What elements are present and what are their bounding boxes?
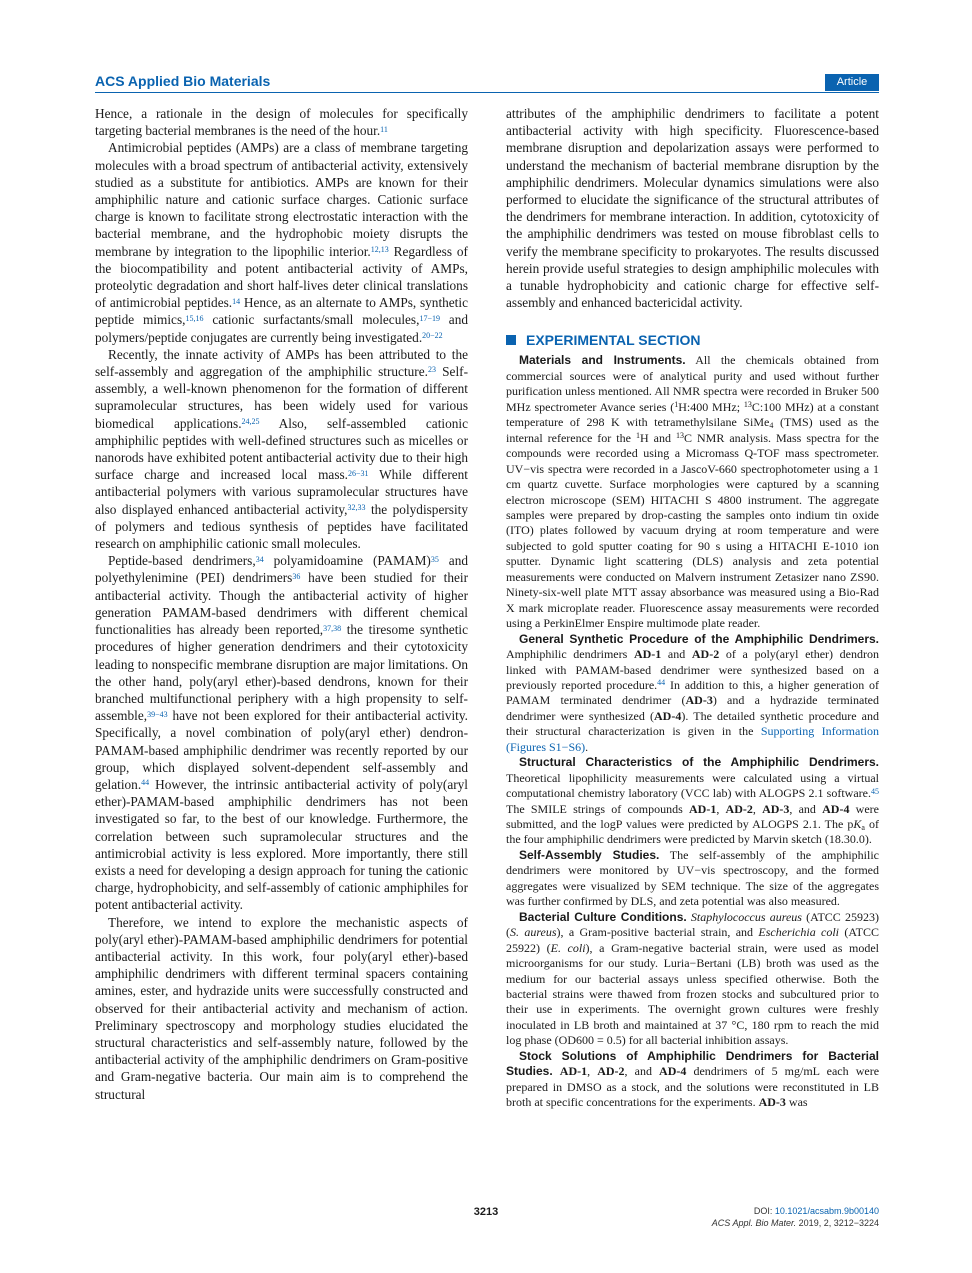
paragraph: Structural Characteristics of the Amphiphilic Dendrimers. Theoretical lipophilicity measurements were calculated using a virtual computational chemistry laboratory (VCC lab) with ALOGPS 2.1 software.$^{45}$ The SMILE strings of compounds AD-1, AD-2, AD-3, and AD-4 were submitted, and the logP values were predicted by ALOGPS 2.1. The $pK_a$ of the four amphiphilic dendrimers were predicted by Marvin sketch (18.30.0).: [506, 755, 880, 847]
paragraph: Stock Solutions of Amphiphilic Dendrimers for Bacterial Studies. AD-1, AD-2, and AD-4 dendrimers of 5 mg/mL each were prepared in DMSO as a stock, and the solutions were reconstituted in LB broth at specific concentrations for the experiments. AD-3 was: [506, 1048, 880, 1110]
citation-link[interactable]: 32,33: [347, 503, 366, 513]
citation-link[interactable]: 12,13: [370, 245, 389, 255]
citation-link[interactable]: 35: [430, 554, 439, 564]
citation-link[interactable]: 15,16: [185, 313, 204, 323]
section-heading: EXPERIMENTAL SECTION: [506, 331, 879, 349]
paragraph: Hence, a rationale in the design of molecules for specifically targeting bacterial membranes is the need of the hour.$^{11}$: [95, 106, 468, 139]
citation-link[interactable]: 45: [871, 786, 879, 796]
citation-link[interactable]: 36: [292, 571, 301, 581]
paragraph: Materials and Instruments. All the chemicals obtained from commercial sources were of analytical purity and used without further purification unless mentioned. All NMR spectra were recorded in Bruker 500 MHz spectrometer Avance series ($^1$H:400 MHz; $^{13}$C:100 MHz) at a constant temperature of 298 K with tetramethylsilane SiMe$_4$ (TMS) used as the internal reference for the $^1$H and $^{13}$C NMR analysis. Mass spectra for the compounds were recorded using a Micromass Q-TOF mass spectrometer. UV−vis spectra were recorded in a JascoV-660 spectrophotometer using a 1 cm quartz cuvette. Surface morphologies were captured by a scanning electron microscope (SEM) HITACHI S 4800 instrument. The aggregate samples were prepared by drop-casting the samples onto indium tin oxide (ITO) plates followed by vacuum drying at room temperature and were subjected to gold sputter coating for 90 s using a HITACHI E-1010 ion sputter. Dynamic light scattering (DLS) analysis and zeta potential measurements were conducted on Malvern instrument Zetasizer nano ZS90. Ninety-six-well plate MTT assay absorbance was measured using a Bio-Rad X mark microplate reader. Fluorescence assay measurements were recorded using a PerkinElmer Enspire multimode plate reader.: [506, 353, 879, 631]
paragraph: Bacterial Culture Conditions. Staphylococcus aureus (ATCC 25923) (S. aureus), a Gram-positive bacterial strain, and Escherichia coli (ATCC 25922) (E. coli), a Gram-negative bacterial strain, were used as model microorganisms for our study. Luria−Bertani (LB) broth was used as the medium for our bacterial assays unless specified otherwise. Both the bacterial strains were thawed from frozen stocks and subcultured prior to their use in experiments. The overnight grown cultures were freshly inoculated in LB broth and maintained at 37 °C, 180 rpm to reach the mid log phase (OD600 = 0.5) for all bacterial inhibition assays.: [506, 909, 880, 1048]
paragraph: Antimicrobial peptides (AMPs) are a class of membrane targeting molecules with a broad spectrum of antibacterial activity, extensively studied as a substitute for antibiotics. AMPs are known for their amphiphilic nature and cationic surface charges. Cationic surface charge is known to facilitate strong electrostatic interaction with the bacterial membrane, and the hydrophobic moiety disrupts the membrane by integration to the lipophilic interior.$^{12,13}$ Regardless of the biocompatibility and potent antibacterial activity of AMPs, proteolytic degradation and short half-lives deter clinical translations of antimicrobial peptides.$^{14}$ Hence, as an alternate to AMPs, synthetic peptide mimics,$^{15,16}$ cationic surfactants/small molecules,$^{17-19}$ and polymers/peptide conjugates are currently being investigated.$^{20-22}$: [95, 140, 469, 345]
supporting-info-link[interactable]: Supporting Information (Figures S1−S6): [506, 724, 879, 754]
run-in-heading: Self-Assembly Studies.: [519, 847, 660, 862]
run-in-heading: Materials and Instruments.: [519, 353, 686, 368]
article-type-badge: Article: [825, 74, 879, 91]
header-rule: [95, 92, 879, 93]
experimental-section: [506, 353, 879, 1110]
doi-footer: DOI: 10.1021/acsabm.9b00140 ACS Appl. Bio Mater. 2019, 2, 3212−3224: [711, 1206, 879, 1228]
run-in-heading: Structural Characteristics of the Amphiphilic Dendrimers.: [519, 755, 879, 770]
citation-link[interactable]: 37,38: [323, 623, 342, 633]
citation-link[interactable]: 23: [427, 365, 436, 375]
paragraph: Recently, the innate activity of AMPs has been attributed to the self-assembly and aggregation of the amphiphilic structure.$^{23}$ Self-assembly, a well-known phenomenon for the formation of different supramolecular structures, has been widely used for various biomedical applications.$^{24,25}$ Also, self-assembled cationic amphiphilic peptides with well-defined structures such as micelles or nanorods have exhibited potent antibacterial activity due to their high surface charge and increased local mass.$^{26-31}$ While different antibacterial polymers with various supramolecular structures have also displayed enhanced antibacterial activity,$^{32,33}$ the polydispersity of polymers and tedious synthesis of peptides have facilitated research on amphiphilic cationic small molecules.: [95, 346, 469, 552]
citation-link[interactable]: 24,25: [241, 417, 260, 427]
citation-link[interactable]: 39−43: [147, 709, 168, 719]
citation-link[interactable]: 11: [380, 124, 388, 134]
doi-link[interactable]: 10.1021/acsabm.9b00140: [774, 1206, 879, 1216]
citation-link[interactable]: 44: [141, 778, 150, 788]
paragraph: General Synthetic Procedure of the Amphiphilic Dendrimers. Amphiphilic dendrimers AD-1 and AD-2 of a poly(aryl ether) dendron linked with PAMAM-based dendrimer were synthesized based on a previously reported procedure.$^{44}$ In addition to this, a higher generation of PAMAM terminated dendrimer (AD-3) and a hydrazide terminated dendrimer were synthesized (AD-4). The detailed synthetic procedure and their structural characterization is given in the Supporting Information (Figures S1−S6).: [506, 631, 880, 754]
run-in-heading: Stock Solutions of Amphiphilic Dendrimers for Bacterial Studies.: [506, 1048, 879, 1079]
paragraph: Self-Assembly Studies. The self-assembly of the amphiphilic dendrimers were monitored by UV−vis spectroscopy, and the formed aggregates were visualized by SEM technique. The size of the aggregates was further confirmed by DLS, and zeta potential was also measured.: [506, 847, 879, 909]
citation-link[interactable]: 17−19: [419, 313, 440, 323]
citation-link[interactable]: 14: [232, 296, 241, 306]
right-column: [506, 105, 879, 1111]
run-in-heading: Bacterial Culture Conditions.: [519, 909, 687, 924]
page-number: 3213: [473, 1206, 499, 1218]
citation-link[interactable]: 44: [657, 678, 666, 688]
left-column: [95, 105, 468, 1103]
paragraph: attributes of the amphiphilic dendrimers to facilitate a potent antibacterial activity with high specificity. Fluorescence-based membrane disruption and depolarization assays were performed to understand the mechanism of bacterial membrane disruption by the amphiphilic dendrimers. Molecular dynamics simulations were also performed to elucidate the significance of the structural attributes of the dendrimers for membrane interaction. In addition, cytotoxicity of the amphiphilic dendrimers was tested on mouse fibroblast cells to verify the membrane specificity to prokaryotes. The results discussed herein provide useful strategies to design amphiphilic molecules with a tunable hydrophobicity and cationic charge for effective self-assembly and enhanced bactericidal activity.: [506, 106, 879, 311]
journal-title: ACS Applied Bio Materials: [95, 73, 271, 89]
citation-link[interactable]: 34: [255, 554, 264, 564]
run-in-heading: General Synthetic Procedure of the Amphiphilic Dendrimers.: [519, 631, 879, 646]
paragraph: Therefore, we intend to explore the mechanistic aspects of poly(aryl ether)-PAMAM-based amphiphilic dendrimers for potential antibacterial activity. In this work, four poly(aryl ether)-based amphiphilic dendrimers with different terminal spacers containing amines, ester, and hydrazide units were successfully constructed and observed for their antibacterial activity and mechanism of action. Preliminary spectroscopy and morphology studies elucidated the structural characteristics and self-assembly nature, followed by the antibacterial activity of the amphiphilic dendrimers on Gram-positive and Gram-negative bacteria. Our main aim is to comprehend the structural: [95, 914, 468, 1102]
section-marker-icon: [506, 335, 516, 345]
citation-link[interactable]: 26−31: [348, 468, 369, 478]
paragraph: Peptide-based dendrimers,$^{34}$ polyamidoamine (PAMAM)$^{35}$ and polyethylenimine (PEI) dendrimers$^{36}$ have been studied for their antibacterial activity. Though the antibacterial activity of higher generation PAMAM-based dendrimers with different chemical functionalities has already been reported,$^{37,38}$ the tiresome synthetic procedures of higher generation dendrimers and their cytotoxicity leading to nonspecific membrane disruption are major limitations. On the other hand, poly(aryl ether)-based dendrons, known for their branched multifunctional periphery with a high propensity to self-assemble,$^{39-43}$ have not been explored for their antibacterial activity. Specifically, a novel combination of poly(aryl ether) dendron-PAMAM-based amphiphilic dendrimer was recently reported by our group, which displayed solvent-dependent self-assembly and gelation.$^{44}$ However, the intrinsic antibacterial activity of poly(aryl ether)-PAMAM-based amphiphilic dendrimers has not been investigated so far, to the best of our knowledge. Furthermore, the correlation between such supramolecular structures and the antimicrobial activity is less explored. More importantly, there still exists a need for developing a design approach for tuning the cationic charge, hydrophobicity, and self-assembly of cationic amphiphiles for potent antibacterial activity.: [95, 553, 468, 913]
citation-link[interactable]: 20−22: [422, 331, 443, 341]
